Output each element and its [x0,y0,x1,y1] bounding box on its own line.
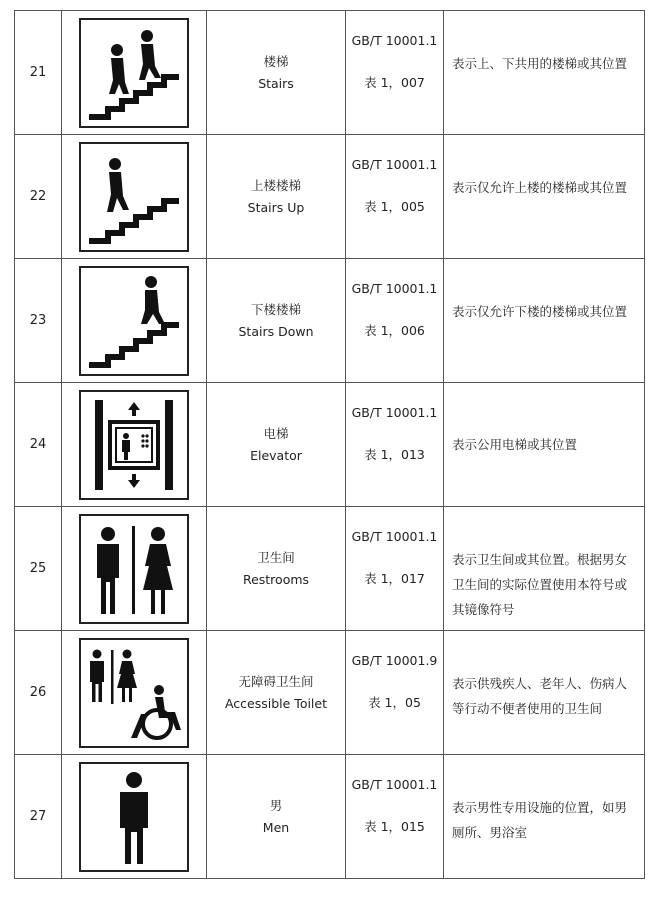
standard-code: GB/T 10001.1 [351,404,438,420]
name-chinese: 电梯 [263,425,289,441]
table-row [15,135,645,259]
row-number: 27 [15,755,62,878]
name-chinese: 卫生间 [257,549,295,565]
name-chinese: 上楼楼梯 [250,177,301,193]
table-row [15,755,645,879]
row-number: 21 [15,11,62,134]
name-english: Elevator [250,447,302,463]
row-number: 26 [15,631,62,754]
elevator-icon [79,390,189,500]
name-english: Men [262,819,290,835]
standard-table: 表 1，017 [364,570,425,586]
name-english: Restrooms [242,571,310,587]
name-english: Stairs [258,75,294,91]
description: 表示公用电梯或其位置 [444,383,645,506]
standard-code: GB/T 10001.1 [351,280,438,296]
table-row [15,507,645,631]
name-chinese: 男 [269,797,283,813]
description: 表示供残疾人、老年人、伤病人等行动不便者使用的卫生间 [444,631,645,754]
table-row [15,383,645,507]
name-chinese: 楼梯 [263,53,289,69]
table-row [15,259,645,383]
accessible-toilet-icon [79,638,189,748]
row-number: 25 [15,507,62,630]
standard-table: 表 1，013 [364,446,425,462]
standard-code: GB/T 10001.1 [351,32,438,48]
row-number: 22 [15,135,62,258]
standard-code: GB/T 10001.1 [351,776,438,792]
row-number: 23 [15,259,62,382]
standard-code: GB/T 10001.1 [351,156,438,172]
restrooms-icon [79,514,189,624]
stairs-up-icon [79,142,189,252]
name-english: Stairs Up [247,199,305,215]
name-english: Stairs Down [238,323,314,339]
stairs-icon [79,18,189,128]
description: 表示仅允许下楼的楼梯或其位置 [444,259,645,382]
standard-table: 表 1，006 [364,322,425,338]
table-row [15,11,645,135]
standard-code: GB/T 10001.9 [351,652,438,668]
name-english: Accessible Toilet [224,695,328,711]
standard-table: 表 1，005 [364,198,425,214]
stairs-down-icon [79,266,189,376]
standard-table: 表 1，05 [368,694,421,710]
standard-table: 表 1，015 [364,818,425,834]
description: 表示男性专用设施的位置，如男厕所、男浴室 [444,755,645,878]
table-row [15,631,645,755]
row-number: 24 [15,383,62,506]
standard-code: GB/T 10001.1 [351,528,438,544]
name-chinese: 下楼楼梯 [250,301,301,317]
description: 表示卫生间或其位置。根据男女卫生间的实际位置使用本符号或其镜像符号 [444,507,645,630]
description: 表示上、下共用的楼梯或其位置 [444,11,645,134]
name-chinese: 无障碍卫生间 [238,673,314,689]
description: 表示仅允许上楼的楼梯或其位置 [444,135,645,258]
standard-table: 表 1，007 [364,74,425,90]
men-icon [79,762,189,872]
symbol-table [14,10,645,879]
